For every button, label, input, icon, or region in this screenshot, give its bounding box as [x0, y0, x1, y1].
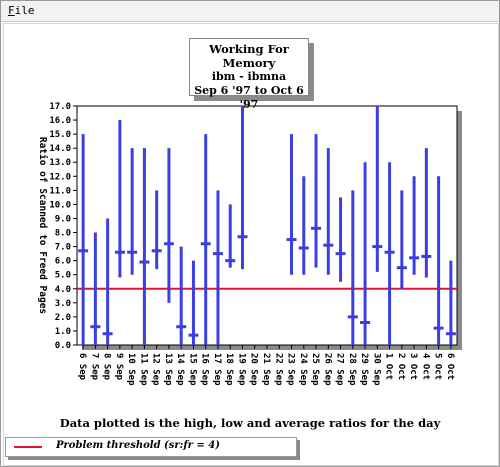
- y-tick-label: 1.0: [54, 326, 71, 337]
- y-tick-label: 13.0: [49, 158, 71, 169]
- y-tick-label: 17.0: [49, 102, 71, 112]
- x-tick-label: 4 Oct: [420, 353, 431, 381]
- y-tick-label: 12.0: [49, 172, 71, 183]
- x-tick-label: 3 Oct: [408, 353, 419, 381]
- chart-subtitle-host: ibm - ibmna: [211, 70, 287, 83]
- x-tick-label: 28 Sep: [346, 353, 357, 386]
- x-tick-label: 15 Sep: [187, 353, 198, 386]
- y-tick-label: 2.0: [54, 312, 71, 323]
- chart-caption: Data plotted is the high, low and average ratios for the day: [59, 416, 441, 430]
- y-tick-label: 10.0: [49, 200, 71, 211]
- y-tick-label: 3.0: [54, 298, 71, 309]
- x-tick-label: 18 Sep: [224, 353, 235, 386]
- x-tick-label: 20 Sep: [248, 353, 259, 386]
- menu-file-rest: ile: [14, 4, 35, 17]
- x-tick-label: 5 Oct: [432, 353, 443, 381]
- y-tick-label: 9.0: [54, 214, 71, 225]
- x-tick-label: 29 Sep: [359, 353, 370, 386]
- y-tick-label: 5.0: [54, 270, 71, 281]
- y-axis-label: Ratio of Scanned to Freed Pages: [37, 136, 48, 315]
- chart-title-box: [189, 38, 309, 111]
- x-tick-label: 19 Sep: [236, 353, 247, 386]
- legend-threshold-swatch: [14, 446, 42, 448]
- x-tick-label: 7 Sep: [89, 353, 100, 381]
- y-tick-label: 4.0: [54, 284, 71, 295]
- x-tick-label: 30 Sep: [371, 353, 382, 386]
- y-tick-label: 11.0: [49, 186, 71, 197]
- y-tick-label: 14.0: [49, 144, 71, 155]
- legend-threshold-label: Problem threshold (sr:fr = 4): [56, 440, 220, 451]
- x-tick-label: 17 Sep: [211, 353, 222, 386]
- x-tick-label: 1 Oct: [383, 353, 394, 381]
- x-tick-label: 25 Sep: [310, 353, 321, 386]
- y-tick-label: 6.0: [54, 256, 71, 267]
- x-tick-label: 6 Sep: [77, 353, 88, 381]
- x-tick-label: 21 Sep: [261, 353, 271, 386]
- x-tick-label: 8 Sep: [101, 353, 112, 381]
- chart-legend: [5, 437, 297, 457]
- chart-title: Working For Memory: [209, 42, 289, 70]
- y-tick-label: 7.0: [54, 242, 71, 253]
- y-tick-label: 15.0: [49, 130, 71, 141]
- x-tick-label: 22 Sep: [273, 353, 284, 386]
- y-tick-label: 0.0: [54, 341, 71, 351]
- y-tick-label: 16.0: [49, 116, 71, 127]
- x-tick-label: 13 Sep: [162, 353, 173, 386]
- x-tick-label: 14 Sep: [175, 353, 186, 386]
- plot-area: [77, 106, 457, 345]
- x-tick-label: 12 Sep: [150, 353, 161, 386]
- x-tick-label: 2 Oct: [395, 353, 406, 381]
- x-tick-label: 10 Sep: [126, 353, 137, 386]
- x-tick-label: 24 Sep: [297, 353, 308, 386]
- x-tick-label: 16 Sep: [199, 353, 210, 386]
- x-tick-label: 27 Sep: [334, 353, 345, 386]
- x-tick-label: 9 Sep: [113, 353, 124, 381]
- chart-subtitle-range: Sep 6 '97 to Oct 6 '97: [194, 84, 304, 111]
- x-tick-label: 6 Oct: [444, 353, 455, 381]
- x-tick-label: 11 Sep: [138, 353, 149, 386]
- y-tick-label: 8.0: [54, 228, 71, 239]
- x-tick-label: 26 Sep: [322, 353, 333, 386]
- x-tick-label: 23 Sep: [285, 353, 296, 386]
- menu-file-mnemonic: F: [8, 4, 15, 17]
